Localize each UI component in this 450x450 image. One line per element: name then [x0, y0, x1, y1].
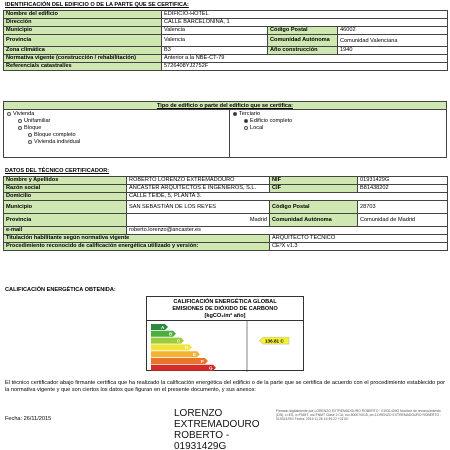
table-row [4, 27, 448, 35]
table-row [4, 47, 448, 55]
comunidad-autonoma-value: Comunidad Valenciana [338, 35, 448, 47]
table-row [4, 19, 448, 27]
radio-icon [28, 140, 32, 144]
radio-icon [244, 126, 248, 130]
digital-signature-note: Firmado digitalmente por LORENZO EXTREMADOURO ROBERTO - 01931429G Nombre de reconocimiento (DN): c=ES, o=FNMT, ou=FNMT Clase 2 CA, ou=500070015, cn=LORENZO EXTREMADOURO ROBERTO - 01931429G Fecha: 2015.11.26 13:49:22 +01'00' [276, 409, 442, 421]
energy-header-line-2: EMISIONES DE DIÓXIDO DE CARBONO [172, 306, 278, 312]
rating-letter-e: E [193, 352, 197, 357]
nombre-edificio-value: EDIFICIO-HOTEL [162, 11, 448, 19]
nombre-edificio-label: Nombre del edificio [4, 11, 162, 19]
email-label: e-mail [4, 227, 127, 235]
rating-letter-f: F [201, 358, 204, 364]
table-row [4, 227, 448, 235]
table-row [4, 201, 448, 214]
signer-name: LORENZO EXTREMADOURO ROBERTO - 01931429G [174, 408, 260, 450]
titulacion-label: Titulación habilitante según normativa vigente [4, 235, 270, 243]
energy-header-line-3: [kgCO₂/m² año] [204, 313, 246, 319]
tecnico-table [3, 176, 448, 251]
option-bloque[interactable]: Bloque [18, 125, 41, 132]
municipio-tecnico-label: Municipio [4, 201, 127, 214]
codigo-postal-tecnico-label: Código Postal [270, 201, 358, 214]
comunidad-autonoma-tecnico-value: Comunidad de Madrid [358, 214, 448, 227]
section-tecnico-title: DATOS DEL TÉCNICO CERTIFICADOR: [5, 168, 110, 174]
nombre-apellidos-label: Nombre y Apellidos [4, 177, 127, 185]
domicilio-value: CALLE TEIDE, 5, PLANTA 3. [127, 193, 448, 201]
direccion-label: Dirección [4, 19, 162, 27]
table-row [4, 214, 448, 227]
provincia-label: Provincia [4, 35, 162, 47]
nif-value: 01931429G [358, 177, 448, 185]
table-row [4, 55, 448, 63]
codigo-postal-label: Código Postal [268, 27, 338, 35]
direccion-value: CALLE BARCELONINA, 1 [162, 19, 448, 27]
rating-letter-g: G [209, 365, 213, 371]
rating-letter-b: B [169, 331, 173, 337]
identificacion-table [3, 10, 448, 71]
comunidad-autonoma-label: Comunidad Autónoma [268, 35, 338, 47]
anio-construccion-label: Año construcción [268, 47, 338, 55]
energy-rating-header [147, 297, 303, 321]
rating-arrow-f [151, 358, 208, 364]
razon-social-label: Razón social [4, 185, 127, 193]
referencia-catastral-value: 5726408YJ2752F [162, 63, 448, 71]
nif-label: NIF [270, 177, 358, 185]
table-row [4, 193, 448, 201]
calificacion-obtenida-title: CALIFICACIÓN ENERGÉTICA OBTENIDA: [5, 287, 116, 293]
referencia-catastral-label: Referencia/s catastral/es [4, 63, 162, 71]
section-identificacion-title: IDENTIFICACIÓN DEL EDIFICIO O DE LA PARTE QUE SE CERTIFICA: [5, 2, 189, 8]
rating-arrow-b [151, 331, 176, 337]
rating-arrow-g [151, 365, 216, 371]
rating-letter-d: D [185, 345, 189, 351]
tipo-edificio-box [3, 101, 447, 158]
normativa-value: Anterior a la NBE-CT-79 [162, 55, 448, 63]
procedimiento-value: CE³X v1.3 [270, 243, 448, 251]
energy-scale-graphic [147, 321, 305, 372]
radio-icon [18, 126, 22, 130]
option-unifamiliar[interactable]: Unifamiliar [18, 118, 50, 125]
domicilio-label: Domicilio [4, 193, 127, 201]
table-row [4, 243, 448, 251]
radio-icon [28, 133, 32, 137]
rating-letter-a: A [161, 324, 165, 330]
codigo-postal-tecnico-value: 28703 [358, 201, 448, 214]
rating-arrow-a [151, 324, 168, 330]
tipo-divider [229, 110, 230, 157]
energy-header-line-1: CALIFICACIÓN ENERGÉTICA GLOBAL [173, 299, 277, 305]
table-row [4, 11, 448, 19]
razon-social-value: ANCASTER ARQUITECTOS E INGENIEROS, S.L. [127, 185, 270, 193]
radio-selected-icon [233, 112, 237, 116]
option-vivienda-individual[interactable]: Vivienda individual [28, 139, 80, 146]
normativa-label: Normativa vigente (construcción / rehabilitación) [4, 55, 162, 63]
tipo-edificio-title: Tipo de edificio o parte del edificio que se certifica: [4, 102, 446, 110]
zona-climatica-label: Zona climática [4, 47, 162, 55]
table-row [4, 185, 448, 193]
radio-icon [18, 119, 22, 123]
municipio-tecnico-value: SAN SEBASTIÁN DE LOS REYES [127, 201, 270, 214]
email-value: roberto.lorenzo@ancaster.es [127, 227, 448, 235]
fecha-text: Fecha: 26/11/2015 [5, 416, 52, 422]
titulacion-value: ARQUITECTO TÉCNICO [270, 235, 448, 243]
option-vivienda[interactable]: Vivienda [7, 111, 34, 118]
cif-value: B81438202 [358, 185, 448, 193]
result-value: 136.81 C [265, 338, 284, 344]
codigo-postal-value: 46002 [338, 27, 448, 35]
table-row [4, 235, 448, 243]
zona-climatica-value: B3 [162, 47, 268, 55]
cif-label: CIF [270, 185, 358, 193]
option-bloque-completo[interactable]: Bloque completo [28, 132, 76, 139]
procedimiento-label: Procedimiento reconocido de calificación energética utilizado y versión: [4, 243, 270, 251]
table-row [4, 35, 448, 47]
provincia-value: Valencia [162, 35, 268, 47]
rating-letter-c: C [177, 338, 181, 344]
table-row [4, 177, 448, 185]
anio-construccion-value: 1940 [338, 47, 448, 55]
energy-rating-box [146, 296, 304, 371]
comunidad-autonoma-tecnico-label: Comunidad Autónoma [270, 214, 358, 227]
option-edificio-completo[interactable]: Edificio completo [244, 118, 292, 125]
nombre-apellidos-value: ROBERTO LORENZO EXTREMADOURO [127, 177, 270, 185]
option-local[interactable]: Local [244, 125, 263, 132]
provincia-tecnico-label: Provincia [4, 214, 127, 227]
radio-icon [7, 112, 11, 116]
provincia-tecnico-value: Madrid [127, 214, 270, 227]
option-terciario[interactable]: Terciario [233, 111, 260, 118]
radio-selected-icon [244, 119, 248, 123]
certification-text: El técnico certificador abajo firmante certifica que ha realizado la calificación energética del edificio o de la parte que se certifica de acuerdo con el procedimiento establecido por la normativa vigente y que son ciertos los datos que figuran en el presente documento, y sus anexos: [5, 380, 445, 393]
municipio-label: Municipio [4, 27, 162, 35]
municipio-value: Valencia [162, 27, 268, 35]
table-row [4, 63, 448, 71]
